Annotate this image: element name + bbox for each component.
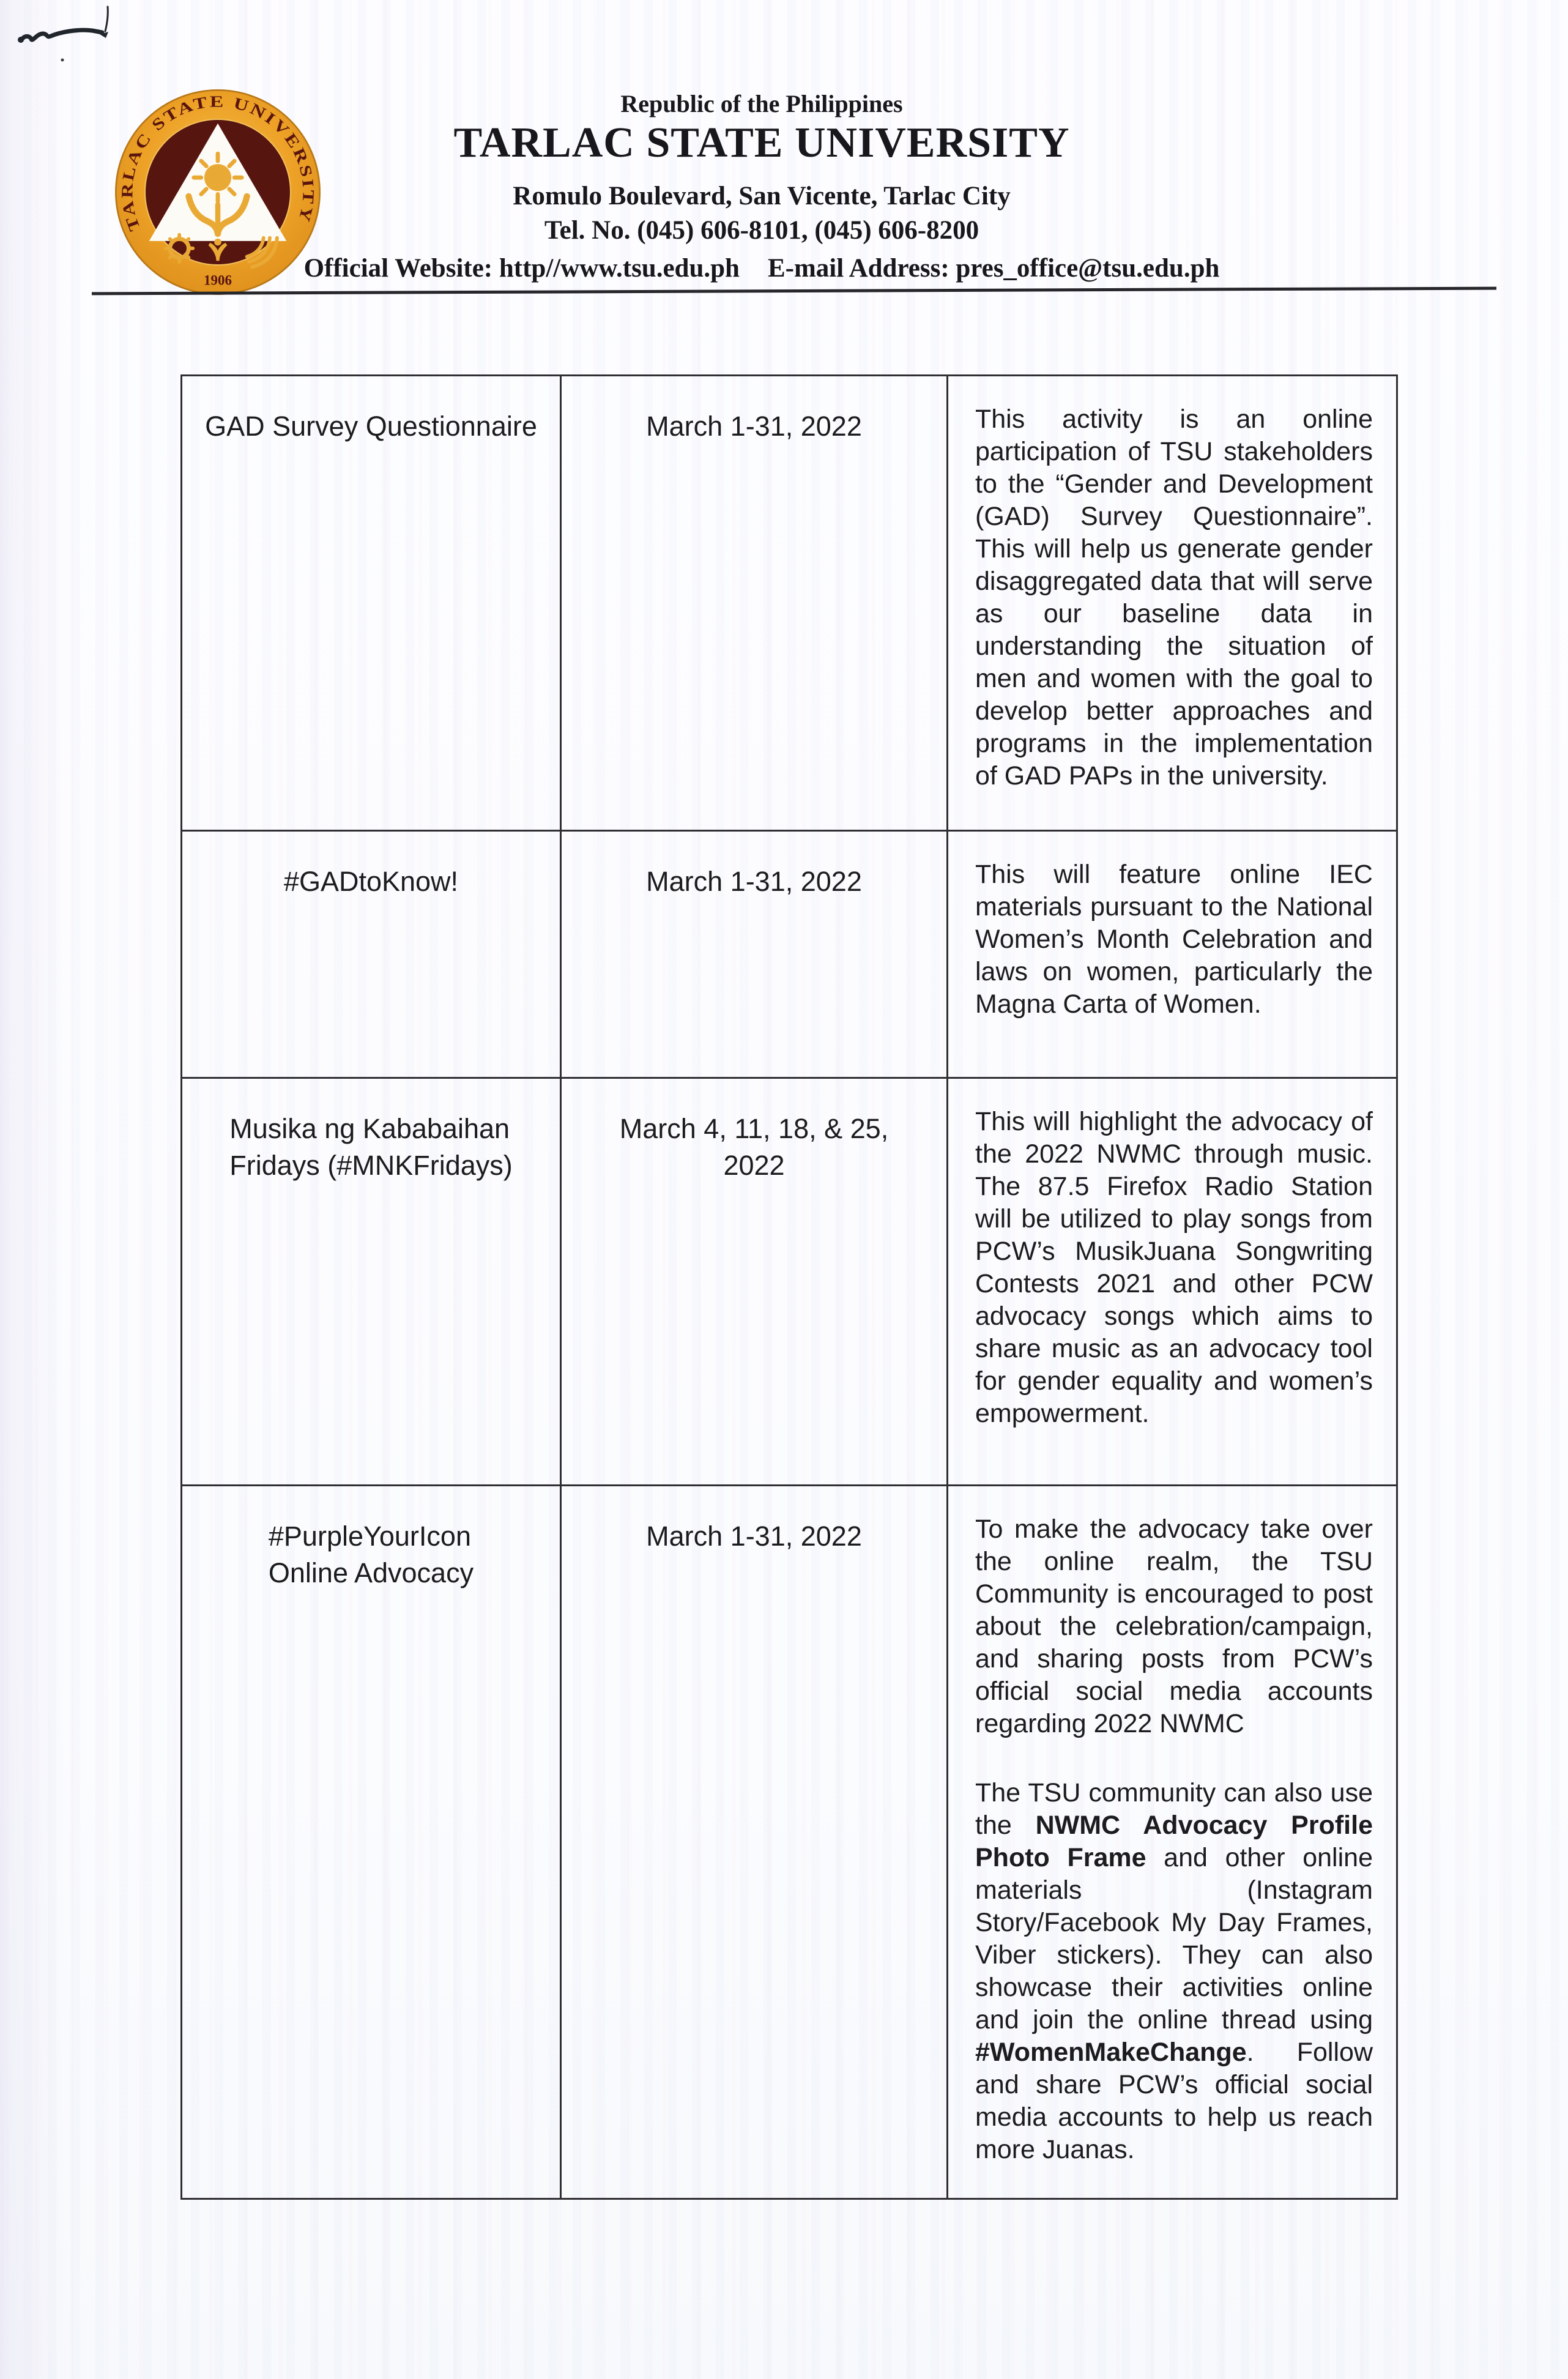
university-name: TARLAC STATE UNIVERSITY: [453, 119, 1070, 166]
activities-table: [180, 374, 1398, 2200]
activity-name: #GADtoKnow!: [283, 866, 459, 897]
activity-date-line1: March 4, 11, 18, & 25,: [619, 1113, 889, 1144]
activity-description: This will feature online IEC materials pursuant to the National Women’s Month Celebration and laws on women, particularly the Magna Carta of Women.: [975, 860, 1373, 1019]
description-cell-row1: [948, 376, 1396, 832]
activity-name: GAD Survey Questionnaire: [205, 411, 537, 442]
telephone-line: Tel. No. (045) 606-8101, (045) 606-8200: [544, 216, 979, 245]
activity-date: March 1-31, 2022: [646, 866, 862, 897]
activity-date: March 1-31, 2022: [646, 1521, 862, 1552]
official-website-label: Official Website: http//www.tsu.edu.ph: [303, 254, 740, 283]
date-cell-row3: [562, 1079, 948, 1486]
activity-cell-row1: [182, 376, 562, 832]
description-text-segment: The TSU community can also use the: [975, 1778, 1373, 1840]
activity-cell-row4: [182, 1486, 562, 2198]
seal-ring-text: TARLAC STATE UNIVERSITY: [118, 92, 318, 234]
nwmc-photo-frame-bold-text: NWMC Advocacy Profile Photo Frame: [975, 1811, 1373, 1872]
activity-date: March 1-31, 2022: [646, 411, 862, 442]
activity-name-line1: #PurpleYourIcon: [268, 1521, 471, 1552]
seal-year: 1906: [204, 272, 232, 288]
activity-date-line2: 2022: [723, 1150, 785, 1181]
womenmakechange-hashtag-bold-text: #WomenMakeChange: [975, 2038, 1247, 2067]
activity-cell-row2: [182, 832, 562, 1079]
description-cell-row3: [948, 1079, 1396, 1486]
website-email-line: [98, 253, 1425, 283]
republic-line: Republic of the Philippines: [620, 90, 903, 117]
pen-scribble-mark: [13, 1, 142, 62]
activity-description: This will highlight the advocacy of the 2022 NWMC through music. The 87.5 Firefox Radio Station will be utilized to play songs from PCW’s MusikJuana Songwriting Contests 2021 and other PCW advocacy songs which aims to share music as an advocacy tool for gender equality and women’s empowerment.: [975, 1107, 1373, 1428]
description-text-segment: and other online materials (Instagram Story/Facebook My Day Frames, Viber stickers). They can also showcase their activities online and join the online thread using: [975, 1843, 1373, 2035]
address-line: Romulo Boulevard, San Vicente, Tarlac City: [513, 182, 1011, 210]
activity-description: This activity is an online participation of TSU stakeholders to the “Gender and Development (GAD) Survey Questionnaire”. This will help us generate gender disaggregated data that will serve as our baseline data in understanding the situation of men and women with the goal to develop better approaches and programs in the implementation of GAD PAPs in the university.: [975, 404, 1373, 791]
description-text-segment: . Follow and share PCW’s official social media accounts to help us reach more Juanas.: [975, 2038, 1373, 2164]
activity-cell-row3: [182, 1079, 562, 1486]
description-cell-row4: [948, 1486, 1396, 2198]
activity-name-line2: Online Advocacy: [268, 1557, 474, 1588]
description-cell-row2: [948, 832, 1396, 1079]
date-cell-row4: [562, 1486, 948, 2198]
activity-name-line2: Fridays (#MNKFridays): [229, 1150, 513, 1181]
email-address-label: E-mail Address: pres_office@tsu.edu.ph: [767, 254, 1220, 283]
activity-description-paragraph1: To make the advocacy take over the online realm, the TSU Community is encouraged to post about the celebration/campaign, and sharing posts from PCW’s official social media accounts regarding 2022 NWMC: [975, 1514, 1373, 1738]
date-cell-row1: [562, 376, 948, 832]
date-cell-row2: [562, 832, 948, 1079]
activity-name-line1: Musika ng Kababaihan: [229, 1113, 510, 1144]
activity-description-paragraph2: [975, 1777, 1373, 2166]
